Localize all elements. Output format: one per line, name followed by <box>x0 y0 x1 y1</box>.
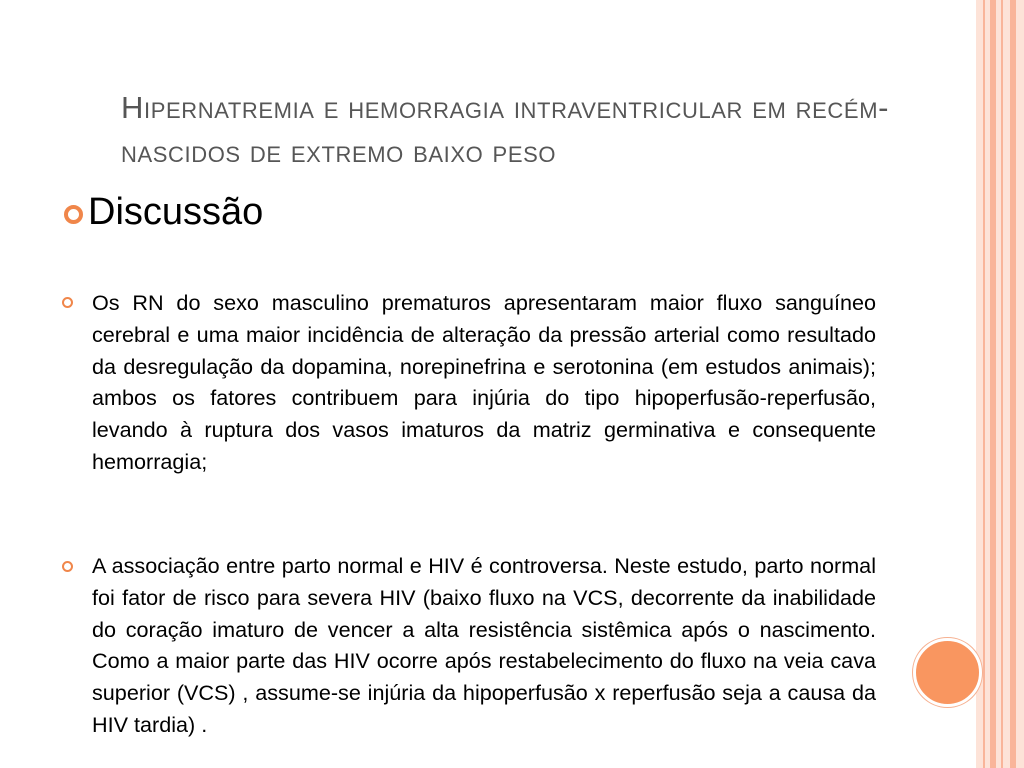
heading-row <box>64 186 263 238</box>
decorative-stripe-2 <box>990 0 996 768</box>
bullet-icon <box>62 297 73 308</box>
heading-bullet-icon <box>64 205 83 224</box>
slide-title: Hipernatremia e hemorragia intraventricular em recém-nascidos de extremo baixo peso <box>121 90 890 169</box>
paragraph-1: Os RN do sexo masculino prematuros apresentaram maior fluxo sanguíneo cerebral e uma maior incidência de alteração da pressão arterial como resultado da desregulação da dopamina, norepinefrina e serotonina (em estudos animais); ambos os fatores contribuem para injúria do tipo hipoperfusão-reperfusão, levando à ruptura dos vasos imaturos da matriz germinativa e consequente hemorragia; <box>92 290 876 474</box>
decorative-stripe-4 <box>1010 0 1016 768</box>
decorative-circle <box>913 638 982 707</box>
paragraph-2: A associação entre parto normal e HIV é controversa. Neste estudo, parto normal foi fator de risco para severa HIV (baixo fluxo na VCS, decorrente da inabilidade do coração imaturo de vencer a alta resistência sistêmica após o nascimento. Como a maior parte das HIV ocorre após restabelecimento do fluxo na veia cava superior (VCS) , assume-se injúria da hipoperfusão x reperfusão seja a causa da HIV tardia) . <box>92 553 876 737</box>
bullet-icon <box>62 561 73 572</box>
section-heading: Discussão <box>88 191 264 233</box>
decorative-stripe-3 <box>1001 0 1003 768</box>
decorative-stripe-1 <box>983 0 985 768</box>
